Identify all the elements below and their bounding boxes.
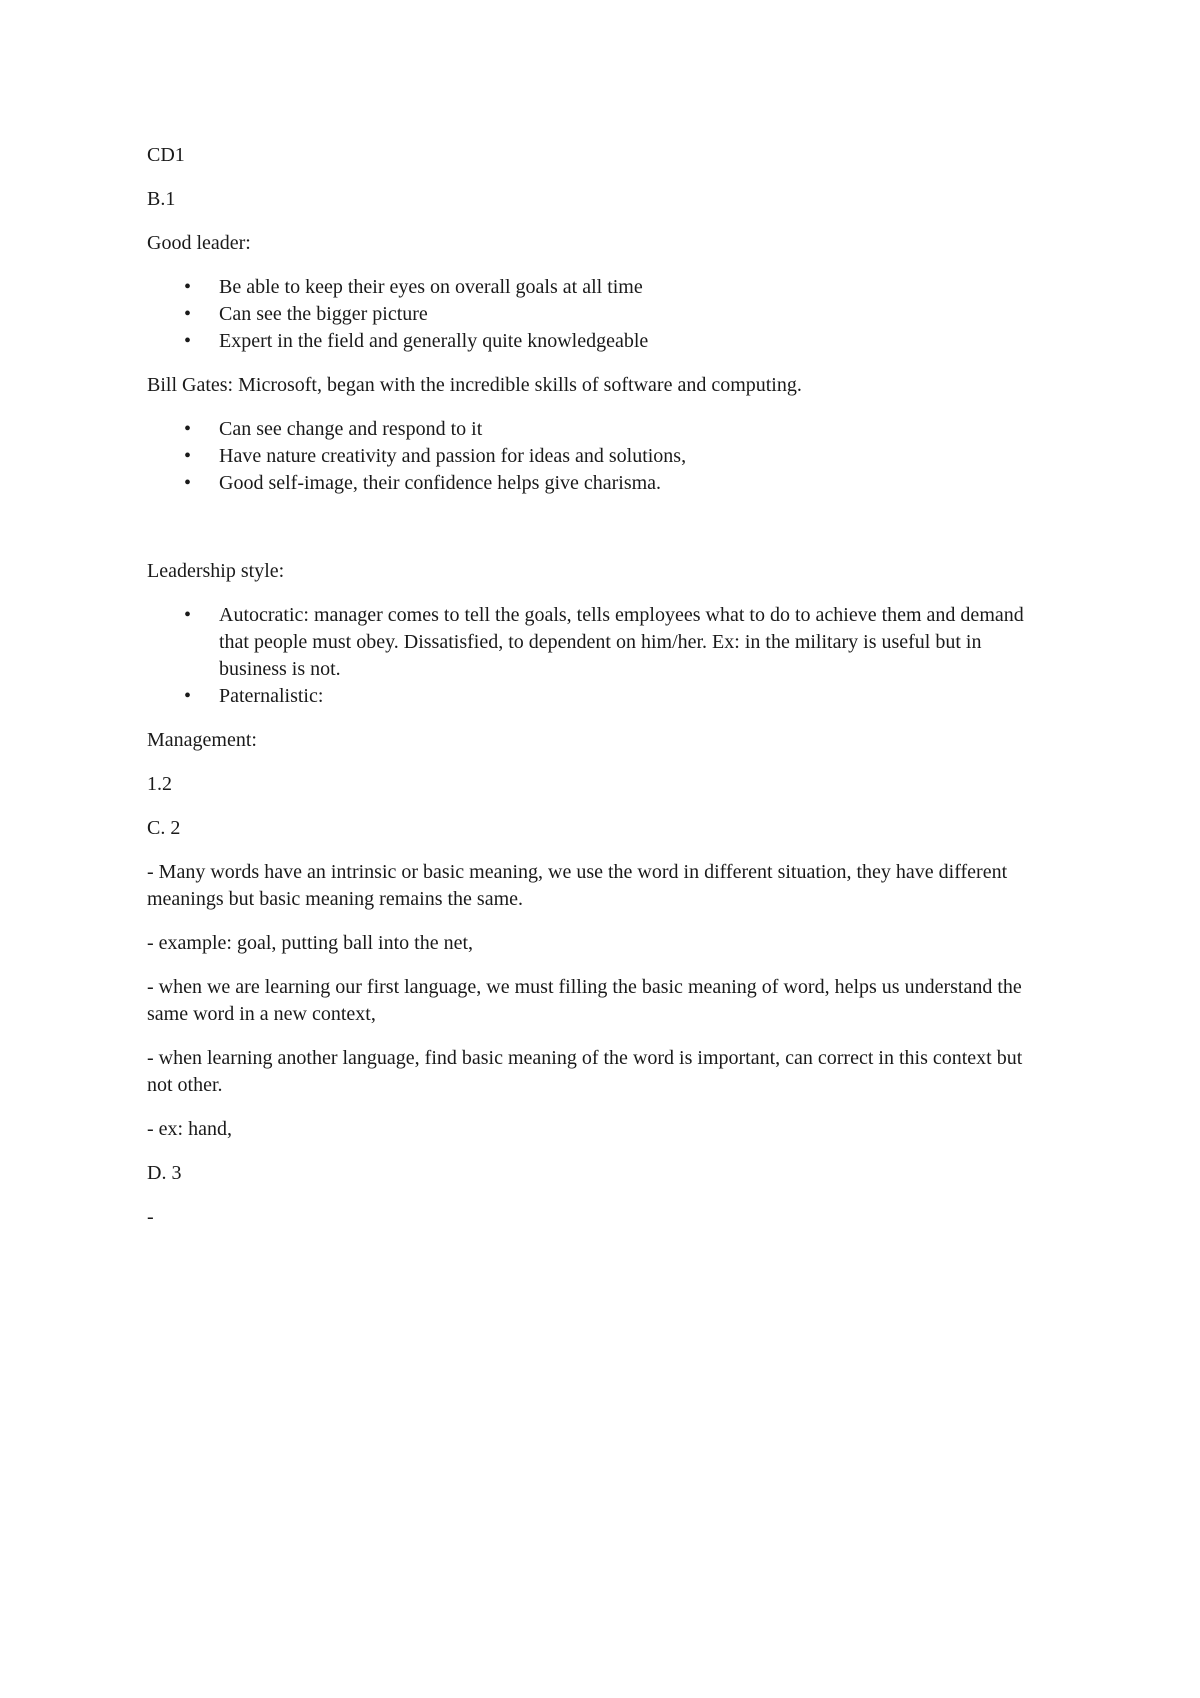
paragraph: D. 3 xyxy=(147,1162,182,1184)
paragraph: Leadership style: xyxy=(147,560,285,582)
list-item xyxy=(147,301,1047,328)
paragraph: - example: goal, putting ball into the net, xyxy=(147,932,474,954)
bullet-icon: • xyxy=(184,445,192,467)
list-item xyxy=(147,274,1047,301)
document-body xyxy=(147,142,1047,1248)
list-item-text: Autocratic: manager comes to tell the goals, tells employees what to do to achieve them and demand that people must obey. Dissatisfied, to dependent on him/her. Ex: in the military is useful but in business is not. xyxy=(219,604,1024,680)
list-item-text: Can see the bigger picture xyxy=(219,303,428,325)
paragraph: - when we are learning our first language, we must filling the basic meaning of word, helps us understand the same word in a new context, xyxy=(147,976,1022,1025)
paragraph: - when learning another language, find basic meaning of the word is important, can correct in this context but not other. xyxy=(147,1047,1023,1096)
paragraph: Good leader: xyxy=(147,232,251,254)
bullet-icon: • xyxy=(184,330,192,352)
list-item xyxy=(147,328,1047,355)
list-item xyxy=(147,602,1047,683)
bullet-icon: • xyxy=(184,418,192,440)
bullet-icon: • xyxy=(184,604,192,626)
list-item-text: Expert in the field and generally quite knowledgeable xyxy=(219,330,649,352)
bullet-icon: • xyxy=(184,685,192,707)
list-item-text: Have nature creativity and passion for ideas and solutions, xyxy=(219,445,687,467)
paragraph: B.1 xyxy=(147,188,176,210)
list-item-text: Good self-image, their confidence helps give charisma. xyxy=(219,472,662,494)
bullet-list xyxy=(147,602,1047,710)
list-item xyxy=(147,470,1047,497)
paragraph: Bill Gates: Microsoft, began with the incredible skills of software and computing. xyxy=(147,374,802,396)
paragraph: - xyxy=(147,1206,154,1228)
list-item-text: Be able to keep their eyes on overall goals at all time xyxy=(219,276,643,298)
paragraph: - ex: hand, xyxy=(147,1118,232,1140)
bullet-list xyxy=(147,416,1047,497)
paragraph: Management: xyxy=(147,729,257,751)
list-item-text: Can see change and respond to it xyxy=(219,418,483,440)
bullet-icon: • xyxy=(184,472,192,494)
paragraph: - Many words have an intrinsic or basic meaning, we use the word in different situation, they have different meanings but basic meaning remains the same. xyxy=(147,861,1008,910)
list-item xyxy=(147,683,1047,710)
list-item xyxy=(147,443,1047,470)
list-item xyxy=(147,416,1047,443)
paragraph: CD1 xyxy=(147,144,185,166)
list-item-text: Paternalistic: xyxy=(219,685,324,707)
bullet-icon: • xyxy=(184,276,192,298)
paragraph: C. 2 xyxy=(147,817,181,839)
blank-line xyxy=(147,514,1047,558)
paragraph: 1.2 xyxy=(147,773,172,795)
bullet-icon: • xyxy=(184,303,192,325)
bullet-list xyxy=(147,274,1047,355)
